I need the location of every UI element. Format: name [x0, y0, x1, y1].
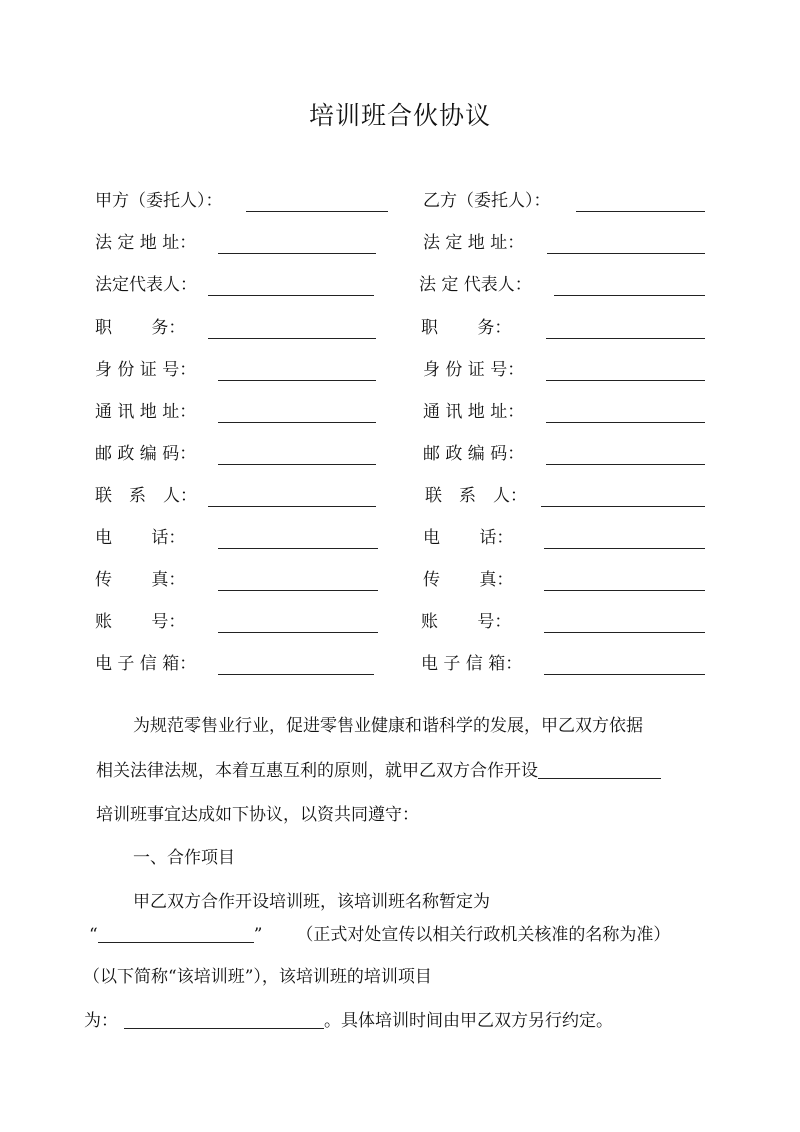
party-a-label-address: 法 定 地 址：: [95, 233, 197, 253]
party-b-row-position: [421, 313, 708, 343]
party-a-row-name: [95, 186, 395, 216]
party-b-label-mail-address: 通 讯 地 址：: [423, 402, 525, 422]
party-a-row-email: [95, 649, 395, 679]
party-a-field-postcode[interactable]: [218, 464, 376, 465]
party-a-row-fax: [95, 565, 395, 595]
party-a-field-email[interactable]: [218, 674, 374, 675]
party-b-label-representative: 法 定 代表人：: [419, 275, 532, 295]
party-a-row-account: [95, 607, 395, 637]
quote-open: “: [89, 925, 98, 945]
party-b-row-account: [421, 607, 708, 637]
party-a-field-id-number[interactable]: [218, 380, 376, 381]
party-b-row-id-number: [423, 355, 708, 385]
party-b-field-postcode[interactable]: [546, 464, 705, 465]
party-a-label-position: 职 务：: [95, 318, 186, 338]
party-a-field-mail-address[interactable]: [218, 422, 376, 423]
party-a-row-id-number: [95, 355, 395, 385]
section-1-line-2-text: （正式对处宣传以相关行政机关核准的名称为准）: [296, 925, 671, 945]
party-b-field-name[interactable]: [576, 211, 705, 212]
party-b-row-name: [423, 186, 708, 216]
party-a-field-representative[interactable]: [208, 295, 374, 296]
party-a-row-address: [95, 228, 395, 258]
party-b-row-phone: [423, 523, 708, 553]
party-b-label-fax: 传 真：: [423, 570, 514, 590]
party-a-label-postcode: 邮 政 编 码：: [95, 444, 197, 464]
party-b-label-postcode: 邮 政 编 码：: [423, 444, 525, 464]
party-b-field-position[interactable]: [546, 338, 705, 339]
party-a-label-name: 甲方（委托人）：: [95, 191, 223, 211]
party-a-row-representative: [95, 270, 395, 300]
paragraph-1-line-3: 培训班事宜达成如下协议，以资共同遵守：: [96, 805, 419, 825]
party-a-row-position: [95, 313, 395, 343]
section-1-line-2: [89, 920, 670, 950]
party-a-row-contact: [95, 481, 395, 511]
quote-close: ”: [253, 925, 263, 945]
party-a-row-mail-address: [95, 397, 395, 427]
party-a-field-contact[interactable]: [208, 506, 376, 507]
party-b-row-email: [421, 649, 708, 679]
party-b-field-email[interactable]: [544, 674, 705, 675]
party-a-field-phone[interactable]: [218, 548, 378, 549]
party-b-label-phone: 电 话：: [423, 528, 514, 548]
party-b-field-phone[interactable]: [544, 548, 705, 549]
party-b-row-fax: [423, 565, 708, 595]
party-b-label-address: 法 定 地 址：: [423, 233, 525, 253]
section-1-line-3: （以下简称“该培训班”），该培训班的培训项目: [83, 967, 432, 987]
party-b-field-id-number[interactable]: [546, 380, 705, 381]
party-a-row-postcode: [95, 439, 395, 469]
party-b-field-fax[interactable]: [544, 590, 705, 591]
party-a-label-account: 账 号：: [95, 612, 186, 632]
section-1-line-4-prefix: 为：: [84, 1011, 118, 1031]
party-b-field-account[interactable]: [544, 632, 705, 633]
party-b-field-representative[interactable]: [554, 295, 705, 296]
document-title: 培训班合伙协议: [308, 101, 491, 130]
party-a-label-phone: 电 话：: [95, 528, 186, 548]
party-b-label-id-number: 身 份 证 号：: [423, 360, 525, 380]
party-b-label-name: 乙方（委托人）：: [423, 191, 551, 211]
party-b-label-position: 职 务：: [421, 318, 512, 338]
party-a-row-phone: [95, 523, 395, 553]
section-1-line-4: [84, 1006, 613, 1036]
class-name-blank-field[interactable]: [98, 924, 254, 943]
party-b-row-postcode: [423, 439, 708, 469]
party-a-label-fax: 传 真：: [95, 570, 186, 590]
party-a-field-name[interactable]: [246, 211, 388, 212]
training-items-blank-field[interactable]: [124, 1010, 324, 1029]
party-b-field-address[interactable]: [547, 253, 705, 254]
party-a-label-mail-address: 通 讯 地 址：: [95, 402, 197, 422]
party-a-field-account[interactable]: [218, 632, 378, 633]
party-b-label-email: 电 子 信 箱：: [421, 654, 523, 674]
party-b-label-contact: 联 系 人：: [425, 486, 527, 506]
section-1-line-4-suffix: 。具体培训时间由甲乙双方另行约定。: [324, 1011, 613, 1031]
paragraph-1-line-2: [96, 756, 661, 786]
program-blank-field[interactable]: [538, 760, 661, 779]
party-b-row-contact: [425, 481, 708, 511]
party-a-field-position[interactable]: [208, 338, 376, 339]
section-1-heading: 一、合作项目: [133, 848, 235, 868]
party-a-field-address[interactable]: [218, 253, 376, 254]
party-b-row-address: [423, 228, 708, 258]
party-b-field-mail-address[interactable]: [546, 422, 705, 423]
party-a-label-contact: 联 系 人：: [95, 486, 197, 506]
paragraph-1-line-1: 为规范零售业行业，促进零售业健康和谐科学的发展，甲乙双方依据: [133, 716, 643, 736]
paragraph-1-line-2-text: 相关法律法规，本着互惠互利的原则，就甲乙双方合作开设: [96, 761, 538, 781]
party-a-label-id-number: 身 份 证 号：: [95, 360, 197, 380]
party-b-row-representative: [419, 270, 708, 300]
party-b-field-contact[interactable]: [541, 506, 705, 507]
section-1-line-1: 甲乙双方合作开设培训班，该培训班名称暂定为: [133, 892, 490, 912]
party-a-field-fax[interactable]: [218, 590, 378, 591]
party-b-label-account: 账 号：: [421, 612, 512, 632]
party-a-label-email: 电 子 信 箱：: [95, 654, 197, 674]
party-b-row-mail-address: [423, 397, 708, 427]
party-a-label-representative: 法定代表人：: [95, 275, 197, 295]
